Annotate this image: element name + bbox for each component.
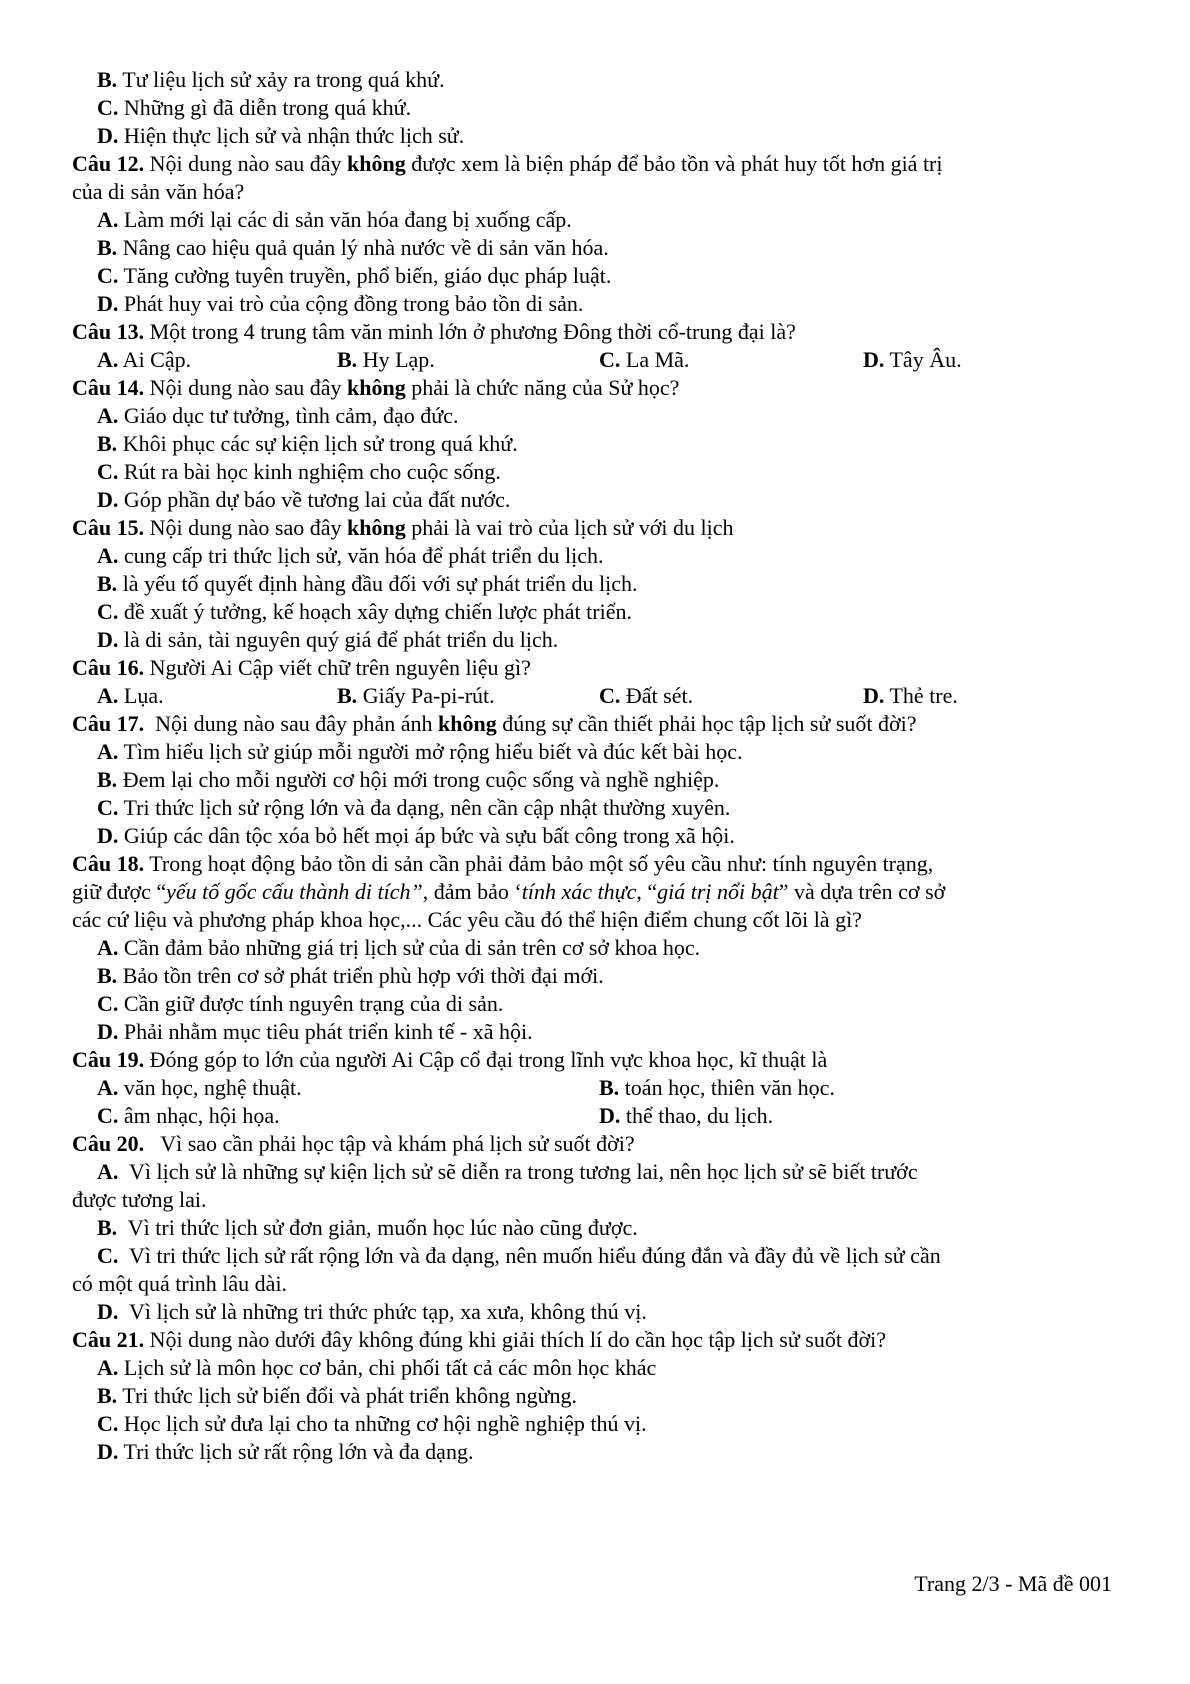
question-14 — [72, 374, 679, 402]
option-line — [97, 262, 611, 290]
option — [97, 346, 191, 374]
option-line — [97, 626, 558, 654]
option-text: Đất sét. — [620, 683, 694, 708]
question-text: Nội dung nào sau đây phản ánh — [144, 711, 439, 736]
option-line — [97, 1438, 473, 1466]
option-line — [97, 430, 518, 458]
option-text: La Mã. — [620, 347, 690, 372]
question-16 — [72, 654, 531, 682]
option-letter: B. — [97, 235, 118, 260]
option-line — [97, 962, 604, 990]
option — [863, 682, 958, 710]
emphasis: không — [346, 375, 406, 400]
question-text: Nội dung nào sau đây — [144, 375, 347, 400]
option-text: Đem lại cho mỗi người cơ hội mới trong cuộc sống và nghề nghiệp. — [117, 767, 720, 792]
question-21 — [72, 1326, 886, 1354]
option-line — [97, 934, 700, 962]
question-number: Câu 20. — [72, 1131, 145, 1156]
option-text: đề xuất ý tưởng, kế hoạch xây dựng chiến lược phát triển. — [118, 599, 632, 624]
question-20 — [72, 1130, 635, 1158]
option-line — [97, 1382, 577, 1410]
option-text: Tây Âu. — [884, 347, 962, 372]
option-letter: B. — [97, 67, 118, 92]
option-letter: B. — [97, 431, 118, 456]
option-text: Vì lịch sử là những tri thức phức tạp, xa xưa, không thú vị. — [118, 1299, 647, 1324]
option-letter: B. — [97, 1215, 118, 1240]
question-continuation: các cứ liệu và phương pháp khoa học,... Các yêu cầu đó thể hiện điểm chung cốt lõi là gì? — [72, 907, 862, 932]
question-17 — [72, 710, 917, 738]
option-text: Bảo tồn trên cơ sở phát triển phù hợp với thời đại mới. — [117, 963, 604, 988]
option-line — [97, 766, 719, 794]
option-letter: A. — [97, 403, 119, 428]
option — [97, 1074, 302, 1102]
page-footer: Trang 2/3 - Mã đề 001 — [914, 1571, 1112, 1596]
option-line — [97, 234, 609, 262]
option-letter: D. — [97, 487, 119, 512]
option-letter: D. — [863, 347, 885, 372]
option-text: Thẻ tre. — [884, 683, 958, 708]
option-line — [97, 738, 743, 766]
option-text: Học lịch sử đưa lại cho ta những cơ hội nghề nghiệp thú vị. — [118, 1411, 647, 1436]
question-number: Câu 19. — [72, 1047, 145, 1072]
option-line — [97, 122, 464, 150]
italic-phrase: tính xác thực — [521, 879, 637, 904]
option-letter: A. — [97, 543, 119, 568]
option-letter: C. — [599, 683, 621, 708]
option-text: Giáo dục tư tưởng, tình cảm, đạo đức. — [118, 403, 459, 428]
option-text: thể thao, du lịch. — [620, 1103, 774, 1128]
option-text: Tìm hiểu lịch sử giúp mỗi người mở rộng hiểu biết và đúc kết bài học. — [118, 739, 743, 764]
option-line — [97, 822, 735, 850]
option-line — [97, 1410, 647, 1438]
question-text: ” và dựa trên cơ sở — [778, 879, 946, 904]
option-letter: C. — [97, 1103, 119, 1128]
question-text: Một trong 4 trung tâm văn minh lớn ở phương Đông thời cổ-trung đại là? — [144, 319, 796, 344]
option-text: Hiện thực lịch sử và nhận thức lịch sử. — [118, 123, 465, 148]
option-text: Cần giữ được tính nguyên trạng của di sản. — [118, 991, 504, 1016]
option-text: Tư liệu lịch sử xảy ra trong quá khứ. — [117, 67, 445, 92]
option-letter: A. — [97, 935, 119, 960]
option-continuation: có một quá trình lâu dài. — [72, 1271, 288, 1296]
option-text: Rút ra bài học kinh nghiệm cho cuộc sống. — [118, 459, 501, 484]
option-text: văn học, nghệ thuật. — [118, 1075, 302, 1100]
option-letter: B. — [97, 963, 118, 988]
option-line — [97, 1298, 647, 1326]
question-number: Câu 17. — [72, 711, 145, 736]
option-letter: D. — [97, 627, 119, 652]
question-text: Người Ai Cập viết chữ trên nguyên liệu gì? — [144, 655, 531, 680]
question-number: Câu 21. — [72, 1327, 145, 1352]
question-number: Câu 12. — [72, 151, 145, 176]
options-row — [97, 1102, 997, 1130]
question-text: phải là chức năng của Sử học? — [405, 375, 680, 400]
option-line — [97, 1158, 918, 1186]
question-continuation — [72, 878, 1120, 906]
option-text: cung cấp tri thức lịch sử, văn hóa để phát triển du lịch. — [118, 543, 604, 568]
option — [863, 346, 962, 374]
question-continuation: của di sản văn hóa? — [72, 179, 245, 204]
option-text: Hy Lạp. — [357, 347, 435, 372]
option — [599, 1102, 773, 1130]
question-text: , đảm bảo ‘ — [422, 879, 522, 904]
option-text: Tri thức lịch sử biến đổi và phát triển không ngừng. — [117, 1383, 578, 1408]
option-line — [97, 990, 503, 1018]
option-letter: D. — [599, 1103, 621, 1128]
option-line — [97, 542, 604, 570]
emphasis: không — [438, 711, 497, 736]
option-letter: C. — [97, 95, 119, 120]
option-letter: B. — [97, 767, 118, 792]
question-19 — [72, 1046, 827, 1074]
option-letter: B. — [337, 347, 358, 372]
italic-phrase: giá trị nổi bật — [657, 879, 779, 904]
question-number: Câu 14. — [72, 375, 145, 400]
question-number: Câu 16. — [72, 655, 145, 680]
option-line — [97, 598, 632, 626]
option-letter: B. — [97, 571, 118, 596]
question-text: , “ — [636, 879, 658, 904]
option-letter: D. — [97, 1439, 119, 1464]
option-letter: A. — [97, 1075, 119, 1100]
emphasis: không — [346, 151, 406, 176]
options-row — [97, 1074, 997, 1102]
option-letter: C. — [97, 991, 119, 1016]
option-line — [97, 94, 411, 122]
option — [599, 1074, 835, 1102]
question-number: Câu 15. — [72, 515, 145, 540]
option-continuation: được tương lai. — [72, 1187, 207, 1212]
option-letter: B. — [337, 683, 358, 708]
option-text: Tri thức lịch sử rất rộng lớn và đa dạng. — [118, 1439, 474, 1464]
option-text: Vì tri thức lịch sử đơn giản, muốn học lúc nào cũng được. — [117, 1215, 638, 1240]
question-18 — [72, 850, 1120, 878]
option-letter: B. — [97, 1383, 118, 1408]
option-text: Tăng cường tuyên truyền, phổ biến, giáo dục pháp luật. — [118, 263, 612, 288]
option-letter: B. — [599, 1075, 620, 1100]
option-line — [97, 290, 583, 318]
option-text: Giấy Pa-pi-rút. — [357, 683, 495, 708]
italic-phrase: yếu tố gốc cấu thành di tích” — [166, 879, 423, 904]
option-line — [97, 794, 730, 822]
option-letter: D. — [863, 683, 885, 708]
option-text: Những gì đã diễn trong quá khứ. — [118, 95, 412, 120]
option-text: Làm mới lại các di sản văn hóa đang bị xuống cấp. — [118, 207, 572, 232]
option-line — [97, 1354, 656, 1382]
option-letter: A. — [97, 739, 119, 764]
option-text: Ai Cập. — [118, 347, 192, 372]
option-letter: D. — [97, 823, 119, 848]
question-text: Nội dung nào dưới đây không đúng khi giải thích lí do cần học tập lịch sử suốt đời? — [144, 1327, 886, 1352]
option-text: toán học, thiên văn học. — [619, 1075, 835, 1100]
option-text: Giúp các dân tộc xóa bỏ hết mọi áp bức và sựu bất công trong xã hội. — [118, 823, 735, 848]
option-letter: A. — [97, 207, 119, 232]
option — [97, 682, 164, 710]
question-12 — [72, 150, 943, 178]
option-text: Tri thức lịch sử rộng lớn và đa dạng, nên cần cập nhật thường xuyên. — [118, 795, 731, 820]
option-letter: C. — [97, 1411, 119, 1436]
option-text: Cần đảm bảo những giá trị lịch sử của di sản trên cơ sở khoa học. — [118, 935, 701, 960]
options-row — [97, 346, 997, 374]
option-line — [97, 402, 458, 430]
question-text: Vì sao cần phải học tập và khám phá lịch sử suốt đời? — [144, 1131, 635, 1156]
option-text: là yếu tố quyết định hàng đầu đối với sự phát triển du lịch. — [117, 571, 638, 596]
option-letter: D. — [97, 291, 119, 316]
question-number: Câu 13. — [72, 319, 145, 344]
question-text: Trong hoạt động bảo tồn di sản cần phải đảm bảo một số yêu cầu như: tính nguyên trạng, — [144, 851, 934, 876]
option-text: Vì tri thức lịch sử rất rộng lớn và đa dạng, nên muốn hiểu đúng đắn và đầy đủ về lịch sử cần — [118, 1243, 941, 1268]
option-text: Nâng cao hiệu quả quản lý nhà nước về di sản văn hóa. — [117, 235, 609, 260]
option-letter: D. — [97, 1019, 119, 1044]
option-text: là di sản, tài nguyên quý giá để phát triển du lịch. — [118, 627, 559, 652]
option-line — [97, 1214, 638, 1242]
option — [337, 682, 495, 710]
option-line — [97, 1018, 533, 1046]
option-text: âm nhạc, hội họa. — [118, 1103, 280, 1128]
option-line — [97, 66, 445, 94]
option-text: Khôi phục các sự kiện lịch sử trong quá khứ. — [117, 431, 518, 456]
option-line — [97, 1242, 941, 1270]
question-text: Nội dung nào sao đây — [144, 515, 347, 540]
question-15 — [72, 514, 734, 542]
option — [97, 1102, 280, 1130]
question-text: đúng sự cần thiết phải học tập lịch sử suốt đời? — [496, 711, 917, 736]
emphasis: không — [346, 515, 406, 540]
option — [337, 346, 435, 374]
option-letter: C. — [97, 1243, 119, 1268]
option-line — [97, 570, 638, 598]
option-letter: C. — [97, 795, 119, 820]
question-text: được xem là biện pháp để bảo tồn và phát huy tốt hơn giá trị — [405, 151, 943, 176]
option-text: Phải nhằm mục tiêu phát triển kinh tế - xã hội. — [118, 1019, 533, 1044]
option-letter: C. — [599, 347, 621, 372]
option — [599, 682, 693, 710]
option-line — [97, 486, 510, 514]
option — [599, 346, 689, 374]
option-letter: A. — [97, 1159, 119, 1184]
option-letter: C. — [97, 599, 119, 624]
question-text: Đóng góp to lớn của người Ai Cập cổ đại trong lĩnh vực khoa học, kĩ thuật là — [144, 1047, 828, 1072]
options-row — [97, 682, 997, 710]
question-text: phải là vai trò của lịch sử với du lịch — [405, 515, 734, 540]
option-letter: A. — [97, 347, 119, 372]
option-letter: D. — [97, 123, 119, 148]
option-line — [97, 206, 572, 234]
question-13 — [72, 318, 796, 346]
option-text: Lịch sử là môn học cơ bản, chi phối tất cả các môn học khác — [118, 1355, 657, 1380]
option-text: Lụa. — [118, 683, 164, 708]
option-letter: A. — [97, 683, 119, 708]
option-text: Góp phần dự báo về tương lai của đất nước. — [118, 487, 511, 512]
question-text: Nội dung nào sau đây — [144, 151, 347, 176]
option-text: Vì lịch sử là những sự kiện lịch sử sẽ diễn ra trong tương lai, nên học lịch sử sẽ biết trước — [118, 1159, 918, 1184]
option-letter: C. — [97, 459, 119, 484]
option-line — [97, 458, 501, 486]
option-letter: C. — [97, 263, 119, 288]
option-text: Phát huy vai trò của cộng đồng trong bảo tồn di sản. — [118, 291, 584, 316]
option-letter: D. — [97, 1299, 119, 1324]
question-text: giữ được “ — [72, 879, 167, 904]
question-number: Câu 18. — [72, 851, 145, 876]
option-letter: A. — [97, 1355, 119, 1380]
